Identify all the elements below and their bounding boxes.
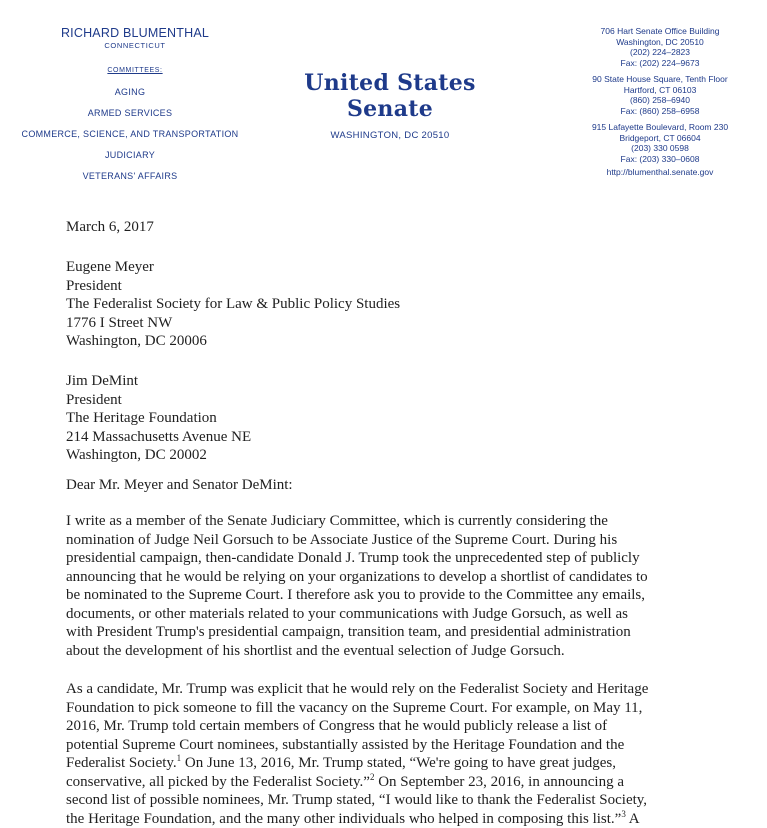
recipient-line: Washington, DC 20002 bbox=[66, 447, 207, 463]
office-line: (202) 224–2823 bbox=[629, 47, 691, 57]
recipient-line: The Heritage Foundation bbox=[66, 410, 217, 426]
recipient-line: Jim DeMint bbox=[66, 373, 139, 389]
paragraph-line: I write as a member of the Senate Judiciary Committee, which is currently considering the bbox=[66, 513, 608, 529]
paragraph-line bbox=[66, 754, 648, 773]
footnote-ref[interactable]: 2 bbox=[369, 771, 375, 782]
paragraph-line: 2016, Mr. Trump told certain members of Congress that he would publicly release a list of bbox=[66, 718, 608, 734]
committees-label: COMMITTEES: bbox=[107, 67, 163, 74]
senator-state: CONNECTICUT bbox=[104, 41, 166, 50]
institution-title: United States Senate bbox=[304, 70, 476, 122]
office-line: 90 State House Square, Tenth Floor bbox=[592, 74, 728, 84]
paragraph-line bbox=[66, 810, 648, 828]
committee-item: AGING bbox=[114, 87, 146, 97]
recipient-block-2 bbox=[66, 372, 251, 465]
text-span: Federalist Society. bbox=[66, 755, 177, 771]
paragraph-line: announcing that he would be relying on your organizations to develop a shortlist of candidates to bbox=[66, 568, 648, 585]
office-line: Bridgeport, CT 06604 bbox=[619, 132, 701, 143]
paragraph-line: be nominated to the Supreme Court. I therefore ask you to provide to the Committee any emails, bbox=[66, 587, 646, 603]
paragraph-line: presidential campaign, then-candidate Donald J. Trump took the unprecedented step of publicly bbox=[66, 550, 640, 566]
institution-city: WASHINGTON, DC 20510 bbox=[330, 130, 450, 141]
office-line: 915 Lafayette Boulevard, Room 230 bbox=[591, 122, 729, 132]
recipient-line: 214 Massachusetts Avenue NE bbox=[66, 428, 252, 445]
paragraph-2 bbox=[66, 680, 648, 828]
office-line: Fax: (202) 224–9673 bbox=[620, 57, 700, 68]
paragraph-line bbox=[66, 773, 648, 792]
committee-item: VETERANS' AFFAIRS bbox=[82, 171, 178, 181]
recipient-line: Washington, DC 20006 bbox=[66, 333, 207, 349]
recipient-line: Eugene Meyer bbox=[66, 259, 154, 275]
recipient-line: President bbox=[66, 277, 122, 294]
committee-item: ARMED SERVICES bbox=[87, 108, 173, 118]
office-line: (203) 330 0598 bbox=[631, 143, 689, 153]
paragraph-line: with President Trump's presidential campaign, transition team, and presidential administration bbox=[66, 624, 631, 640]
letterhead-center bbox=[260, 70, 520, 141]
paragraph-line: potential Supreme Court nominees, substantially assisted by the Heritage Foundation and the bbox=[66, 736, 625, 753]
senator-name: RICHARD BLUMENTHAL bbox=[60, 26, 210, 40]
recipient-block-1 bbox=[66, 258, 400, 351]
paragraph-1 bbox=[66, 512, 648, 660]
letter-date: March 6, 2017 bbox=[66, 219, 154, 235]
paragraph-line: As a candidate, Mr. Trump was explicit that he would rely on the Federalist Society and Heritage bbox=[66, 681, 649, 697]
paragraph-line: documents, or other materials related to your communications with Judge Gorsuch, as well as bbox=[66, 605, 628, 622]
text-span: conservative, all picked by the Federalist Society.” bbox=[66, 773, 370, 790]
website-link[interactable]: http://blumenthal.senate.gov bbox=[606, 167, 714, 177]
paragraph-line: second list of possible nominees, Mr. Trump stated, “I would like to thank the Federalist Society, bbox=[66, 792, 648, 808]
recipient-line: President bbox=[66, 391, 122, 408]
office-line: 706 Hart Senate Office Building bbox=[600, 26, 720, 36]
salutation: Dear Mr. Meyer and Senator DeMint: bbox=[66, 477, 293, 493]
office-line: Fax: (860) 258–6958 bbox=[620, 105, 700, 116]
paragraph-line: Foundation to pick someone to fill the vacancy on the Supreme Court. For example, on May 11, bbox=[66, 699, 643, 716]
committee-item: COMMERCE, SCIENCE, AND TRANSPORTATION bbox=[21, 129, 239, 139]
text-span: the Heritage Foundation, and the many other individuals who helped in composing this list.” bbox=[66, 810, 622, 827]
office-line: (860) 258–6940 bbox=[629, 95, 691, 105]
office-line: Hartford, CT 06103 bbox=[623, 84, 697, 95]
paragraph-line: nomination of Judge Neil Gorsuch to be Associate Justice of the Supreme Court. During his bbox=[66, 531, 618, 548]
committee-item: JUDICIARY bbox=[104, 150, 156, 160]
footnote-ref[interactable]: 3 bbox=[621, 808, 626, 819]
text-span: On June 13, 2016, Mr. Trump stated, “We're going to have great judges, bbox=[181, 755, 616, 771]
recipient-line: The Federalist Society for Law & Public Policy Studies bbox=[66, 296, 401, 312]
recipient-line: 1776 I Street NW bbox=[66, 314, 173, 331]
paragraph-line: about the development of his shortlist and the eventual selection of Judge Gorsuch. bbox=[66, 642, 565, 659]
text-span: On September 23, 2016, in announcing a bbox=[374, 773, 624, 790]
letterhead-right bbox=[560, 26, 760, 178]
office-line: Washington, DC 20510 bbox=[616, 36, 704, 47]
office-line: Fax: (203) 330–0608 bbox=[620, 153, 700, 164]
text-span: A bbox=[625, 810, 640, 827]
footnote-ref[interactable]: 1 bbox=[176, 753, 182, 763]
